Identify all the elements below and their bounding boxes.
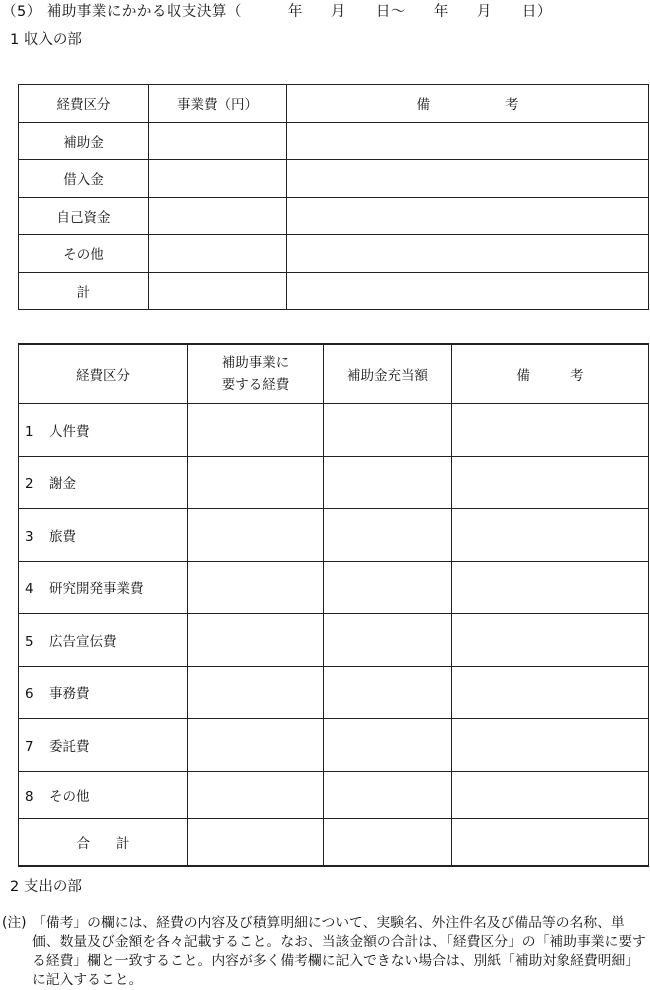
footnote-label: (注) [2, 915, 27, 931]
expense-row [19, 614, 649, 667]
expense-category [19, 666, 188, 719]
expense-subsidy-cell[interactable] [324, 456, 452, 509]
expense-header-required-line1: 補助事業に [221, 355, 290, 371]
expense-remarks-cell[interactable] [452, 666, 649, 719]
expense-header-required [188, 344, 324, 404]
expense-header-required-line2: 要する経費 [221, 377, 290, 393]
expense-category-label: 広告宣伝費 [49, 633, 117, 650]
income-remarks-cell[interactable] [287, 160, 649, 198]
expense-category [19, 404, 188, 457]
expense-remarks-cell[interactable] [452, 509, 649, 562]
income-header-remarks-b: 考 [505, 97, 519, 114]
expense-remarks-cell[interactable] [452, 719, 649, 772]
expense-remarks-cell[interactable] [452, 456, 649, 509]
income-total-label: 計 [19, 272, 149, 310]
income-header-row [19, 85, 649, 123]
expense-header-row [19, 344, 649, 404]
income-row-label: 補助金 [19, 122, 149, 160]
title-day-2: 日） [521, 4, 552, 20]
expense-row [19, 666, 649, 719]
income-row [19, 197, 649, 235]
expense-category-number: 6 [25, 686, 34, 703]
expense-total-required-cell[interactable] [188, 818, 324, 866]
expense-remarks-cell[interactable] [452, 614, 649, 667]
title-month-2: 月 [476, 4, 492, 20]
expense-remarks-cell[interactable] [452, 771, 649, 818]
expense-category [19, 509, 188, 562]
expense-category-label: 研究開発事業費 [49, 581, 144, 598]
expense-row [19, 771, 649, 818]
expense-subsidy-cell[interactable] [324, 614, 452, 667]
income-amount-cell[interactable] [149, 160, 287, 198]
income-amount-cell[interactable] [149, 197, 287, 235]
income-header-amount: 事業費（円） [149, 85, 287, 123]
expense-subsidy-cell[interactable] [324, 509, 452, 562]
expense-category-label: 委託費 [49, 738, 90, 755]
expense-category-label: 人件費 [49, 423, 90, 440]
expense-required-cell[interactable] [188, 456, 324, 509]
expense-required-cell[interactable] [188, 666, 324, 719]
income-table [18, 84, 649, 310]
income-row [19, 122, 649, 160]
income-total-amount-cell[interactable] [149, 272, 287, 310]
expense-table [18, 343, 649, 867]
expense-category-number: 8 [25, 788, 34, 805]
income-row [19, 160, 649, 198]
expense-total-row [19, 818, 649, 866]
expense-remarks-cell[interactable] [452, 404, 649, 457]
income-remarks-cell[interactable] [287, 235, 649, 273]
title-month-1: 月 [330, 4, 346, 20]
expense-category-number: 7 [25, 738, 34, 755]
expense-required-cell[interactable] [188, 614, 324, 667]
expense-subsidy-cell[interactable] [324, 666, 452, 719]
expense-required-cell[interactable] [188, 561, 324, 614]
expense-category [19, 561, 188, 614]
title-day-1: 日〜 [375, 4, 406, 20]
footnote [2, 914, 648, 990]
expense-subsidy-cell[interactable] [324, 771, 452, 818]
income-header-remarks [287, 85, 649, 123]
section-expense-heading: 2 支出の部 [10, 879, 82, 895]
expense-total-subsidy-cell[interactable] [324, 818, 452, 866]
section-income-heading: 1 収入の部 [10, 32, 82, 48]
expense-subsidy-cell[interactable] [324, 561, 452, 614]
income-row [19, 235, 649, 273]
title-prefix: （5） 補助事業にかかる収支決算（ [2, 4, 242, 20]
expense-row [19, 404, 649, 457]
income-amount-cell[interactable] [149, 122, 287, 160]
expense-category-label: 旅費 [49, 528, 76, 545]
income-row-label: 借入金 [19, 160, 149, 198]
income-row-label: 自己資金 [19, 197, 149, 235]
expense-category [19, 719, 188, 772]
expense-subsidy-cell[interactable] [324, 719, 452, 772]
expense-row [19, 509, 649, 562]
expense-subsidy-cell[interactable] [324, 404, 452, 457]
page-title [2, 0, 552, 21]
expense-category [19, 771, 188, 818]
title-year-1: 年 [287, 4, 303, 20]
income-header-category: 経費区分 [19, 85, 149, 123]
expense-category-label: その他 [49, 788, 90, 805]
expense-category-number: 5 [25, 633, 34, 650]
expense-total-remarks-cell[interactable] [452, 818, 649, 866]
expense-total-label-a: 合 [76, 835, 90, 852]
title-year-2: 年 [433, 4, 449, 20]
expense-total-label [19, 818, 188, 866]
income-remarks-cell[interactable] [287, 197, 649, 235]
expense-row [19, 719, 649, 772]
expense-category-label: 事務費 [49, 686, 90, 703]
income-total-row [19, 272, 649, 310]
footnote-text: 「備考」の欄には、経費の内容及び積算明細について、実験名、外注件名及び備品等の名称、単価、数量及び金額を各々記載すること。なお、当該金額の合計は、「経費区分」の「補助事業に要する経費」欄と一致すること。内容が多く備考欄に記入できない場合は、別紙「補助対象経費明細」に記入すること。 [32, 915, 646, 988]
income-remarks-cell[interactable] [287, 122, 649, 160]
expense-category-number: 2 [25, 476, 34, 493]
expense-row [19, 456, 649, 509]
expense-header-remarks [452, 344, 649, 404]
expense-category-label: 謝金 [49, 476, 76, 493]
expense-required-cell[interactable] [188, 509, 324, 562]
income-amount-cell[interactable] [149, 235, 287, 273]
expense-category-number: 4 [25, 581, 34, 598]
expense-category-number: 3 [25, 528, 34, 545]
expense-header-remarks-a: 備 [516, 368, 530, 384]
income-total-remarks-cell[interactable] [287, 272, 649, 310]
expense-row [19, 561, 649, 614]
income-row-label: その他 [19, 235, 149, 273]
expense-category [19, 456, 188, 509]
expense-category-number: 1 [25, 423, 34, 440]
expense-required-cell[interactable] [188, 404, 324, 457]
income-header-remarks-a: 備 [416, 97, 430, 114]
expense-header-category: 経費区分 [19, 344, 188, 404]
expense-total-label-b: 計 [116, 835, 130, 852]
expense-remarks-cell[interactable] [452, 561, 649, 614]
expense-category [19, 614, 188, 667]
expense-required-cell[interactable] [188, 719, 324, 772]
expense-header-remarks-b: 考 [570, 368, 584, 384]
expense-required-cell[interactable] [188, 771, 324, 818]
expense-header-subsidy: 補助金充当額 [324, 344, 452, 404]
